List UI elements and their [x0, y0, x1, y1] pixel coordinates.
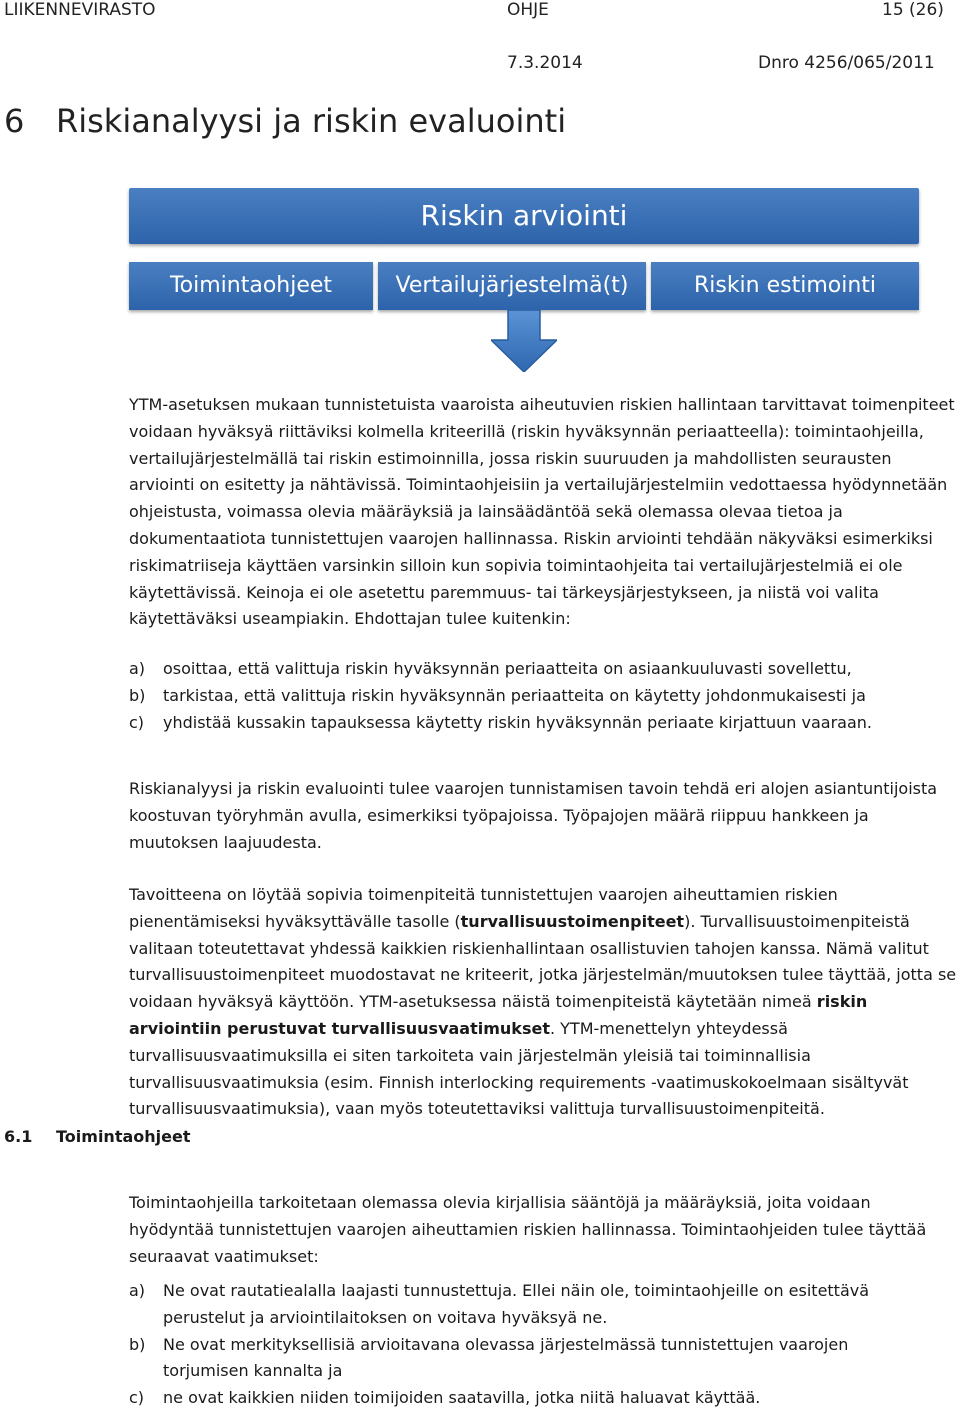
diagram-top-label: Riskin arviointi — [129, 188, 919, 244]
guidelines-paragraph: Toimintaohjeilla tarkoitetaan olemassa olevia kirjallisia sääntöjä ja määräyksiä, joita voidaan hyödyntää tunnistettujen vaarojen aiheuttamien riskien hallinnassa. Toimintaohjeiden tulee täyttää seuraavat vaatimukset: — [129, 1193, 927, 1266]
chapter-title: Riskianalyysi ja riskin evaluointi — [56, 102, 567, 140]
diagram-box-row — [129, 262, 919, 310]
document-reference: Dnro 4256/065/2011 — [758, 53, 935, 73]
chapter-number: 6 — [4, 102, 25, 140]
list-item: c) yhdistää kussakin tapauksessa käytetty riskin hyväksynnän periaate kirjattuun vaaraan. — [129, 712, 872, 732]
list-item: a) Ne ovat rautatiealalla laajasti tunnustettuja. Ellei näin ole, toimintaohjeille on esitettävä perustelut ja arviointilaitoksen on voitava hyväksyä ne. — [129, 1281, 870, 1327]
intro-paragraph: YTM-asetuksen mukaan tunnistetuista vaaroista aiheutuvien riskien hallintaan tarvittavat toimenpiteet voidaan hyväksyä riittäviksi kolmella kriteerillä (riskin hyväksynnän periaatteella): toimintaohjeilla, vertailujärjestelmällä tai riskin estimoinnilla, jossa riskin suuruuden ja mahdollisten seurausten arviointi on esitetty ja nähtävissä. Toimintaohjeisiin ja vertailujärjestelmiin vedottaessa hyödynnetään ohjeistusta, voimassa olevia määräyksiä ja lainsäädäntöä sekä olemassa olevaa tietoa ja dokumentaatiota tunnistettujen vaarojen hallinnassa. Riskin arviointi tehdään näkyväksi esimerkiksi riskimatriiseja käyttäen varsinkin silloin kun sopivia toimintaohjeita tai vertailujärjestelmiä ei ole käytettävissä. Keinoja ei ole asetettu paremmuus- tai tärkeysjärjestykseen, ja niistä voi valita käytettäväksi useampiakin. Ehdottajan tulee kuitenkin: — [129, 395, 955, 629]
diagram-box-vertailujarjestelmat: Vertailujärjestelmä(t) — [378, 262, 646, 310]
list-item: b) tarkistaa, että valittuja riskin hyväksynnän periaatteita on käytetty johdonmukaisesti ja — [129, 685, 866, 705]
safety-measures-paragraph: Tavoitteena on löytää sopivia toimenpiteitä tunnistettujen vaarojen aiheuttamien riskien pienentämiseksi hyväksyttävälle tasolle (turvallisuustoimenpiteet). Turvallisuustoimenpiteistä valitaan toteutettavat yhdessä kaikkien riskienhallintaan osallistuvien tahojen kanssa. Nämä valitut turvallisuustoimenpiteet muodostavat ne kriteerit, jotka järjestelmän/muutoksen tulee täyttää, jotta se voidaan hyväksyä käyttöön. YTM-asetuksessa näistä toimenpiteistä käytetään nimeä riskin arviointiin perustuvat turvallisuusvaatimukset. YTM-menettelyn yhteydessä turvallisuusvaatimuksilla ei siten tarkoiteta vain järjestelmän yleisiä tai toiminnallisia turvallisuusvaatimuksia (esim. Finnish interlocking requirements -vaatimuskokoelmaan sisältyvät turvallisuusvaatimuksia), vaan myös toteutettaviksi valittuja turvallisuustoimenpiteitä. — [129, 885, 957, 1119]
list-item: b) Ne ovat merkityksellisiä arvioitavana olevassa järjestelmässä tunnistettujen vaarojen torjumisen kannalta ja — [129, 1334, 849, 1381]
guideline-requirements-list — [129, 1278, 929, 1412]
workshop-paragraph: Riskianalyysi ja riskin evaluointi tulee vaarojen tunnistamisen tavoin tehdä eri alojen asiantuntijoista koostuvan työryhmän avulla, esimerkiksi työpajoissa. Työpajojen määrä riippuu hankkeen ja muutoksen laajuudesta. — [129, 779, 938, 852]
page-number: 15 (26) — [882, 0, 944, 20]
proposer-duties-list — [129, 656, 929, 736]
organization-name: LIIKENNEVIRASTO — [4, 0, 156, 20]
diagram-box-riskin-estimointi: Riskin estimointi — [651, 262, 919, 310]
chapter-heading — [4, 102, 566, 140]
section-title: Toimintaohjeet — [56, 1127, 191, 1146]
section-heading — [4, 1127, 190, 1146]
document-date: 7.3.2014 — [507, 53, 583, 73]
list-item: a) osoittaa, että valittuja riskin hyväksynnän periaatteita on asiaankuuluvasti sovellettu, — [129, 659, 852, 678]
diagram-box-toimintaohjeet: Toimintaohjeet — [129, 262, 373, 310]
document-type: OHJE — [507, 0, 549, 20]
down-arrow-icon — [491, 310, 557, 372]
risk-assessment-diagram — [129, 188, 919, 372]
section-number: 6.1 — [4, 1127, 33, 1146]
list-item: c) ne ovat kaikkien niiden toimijoiden saatavilla, jotka niitä haluavat käyttää. — [129, 1388, 761, 1408]
